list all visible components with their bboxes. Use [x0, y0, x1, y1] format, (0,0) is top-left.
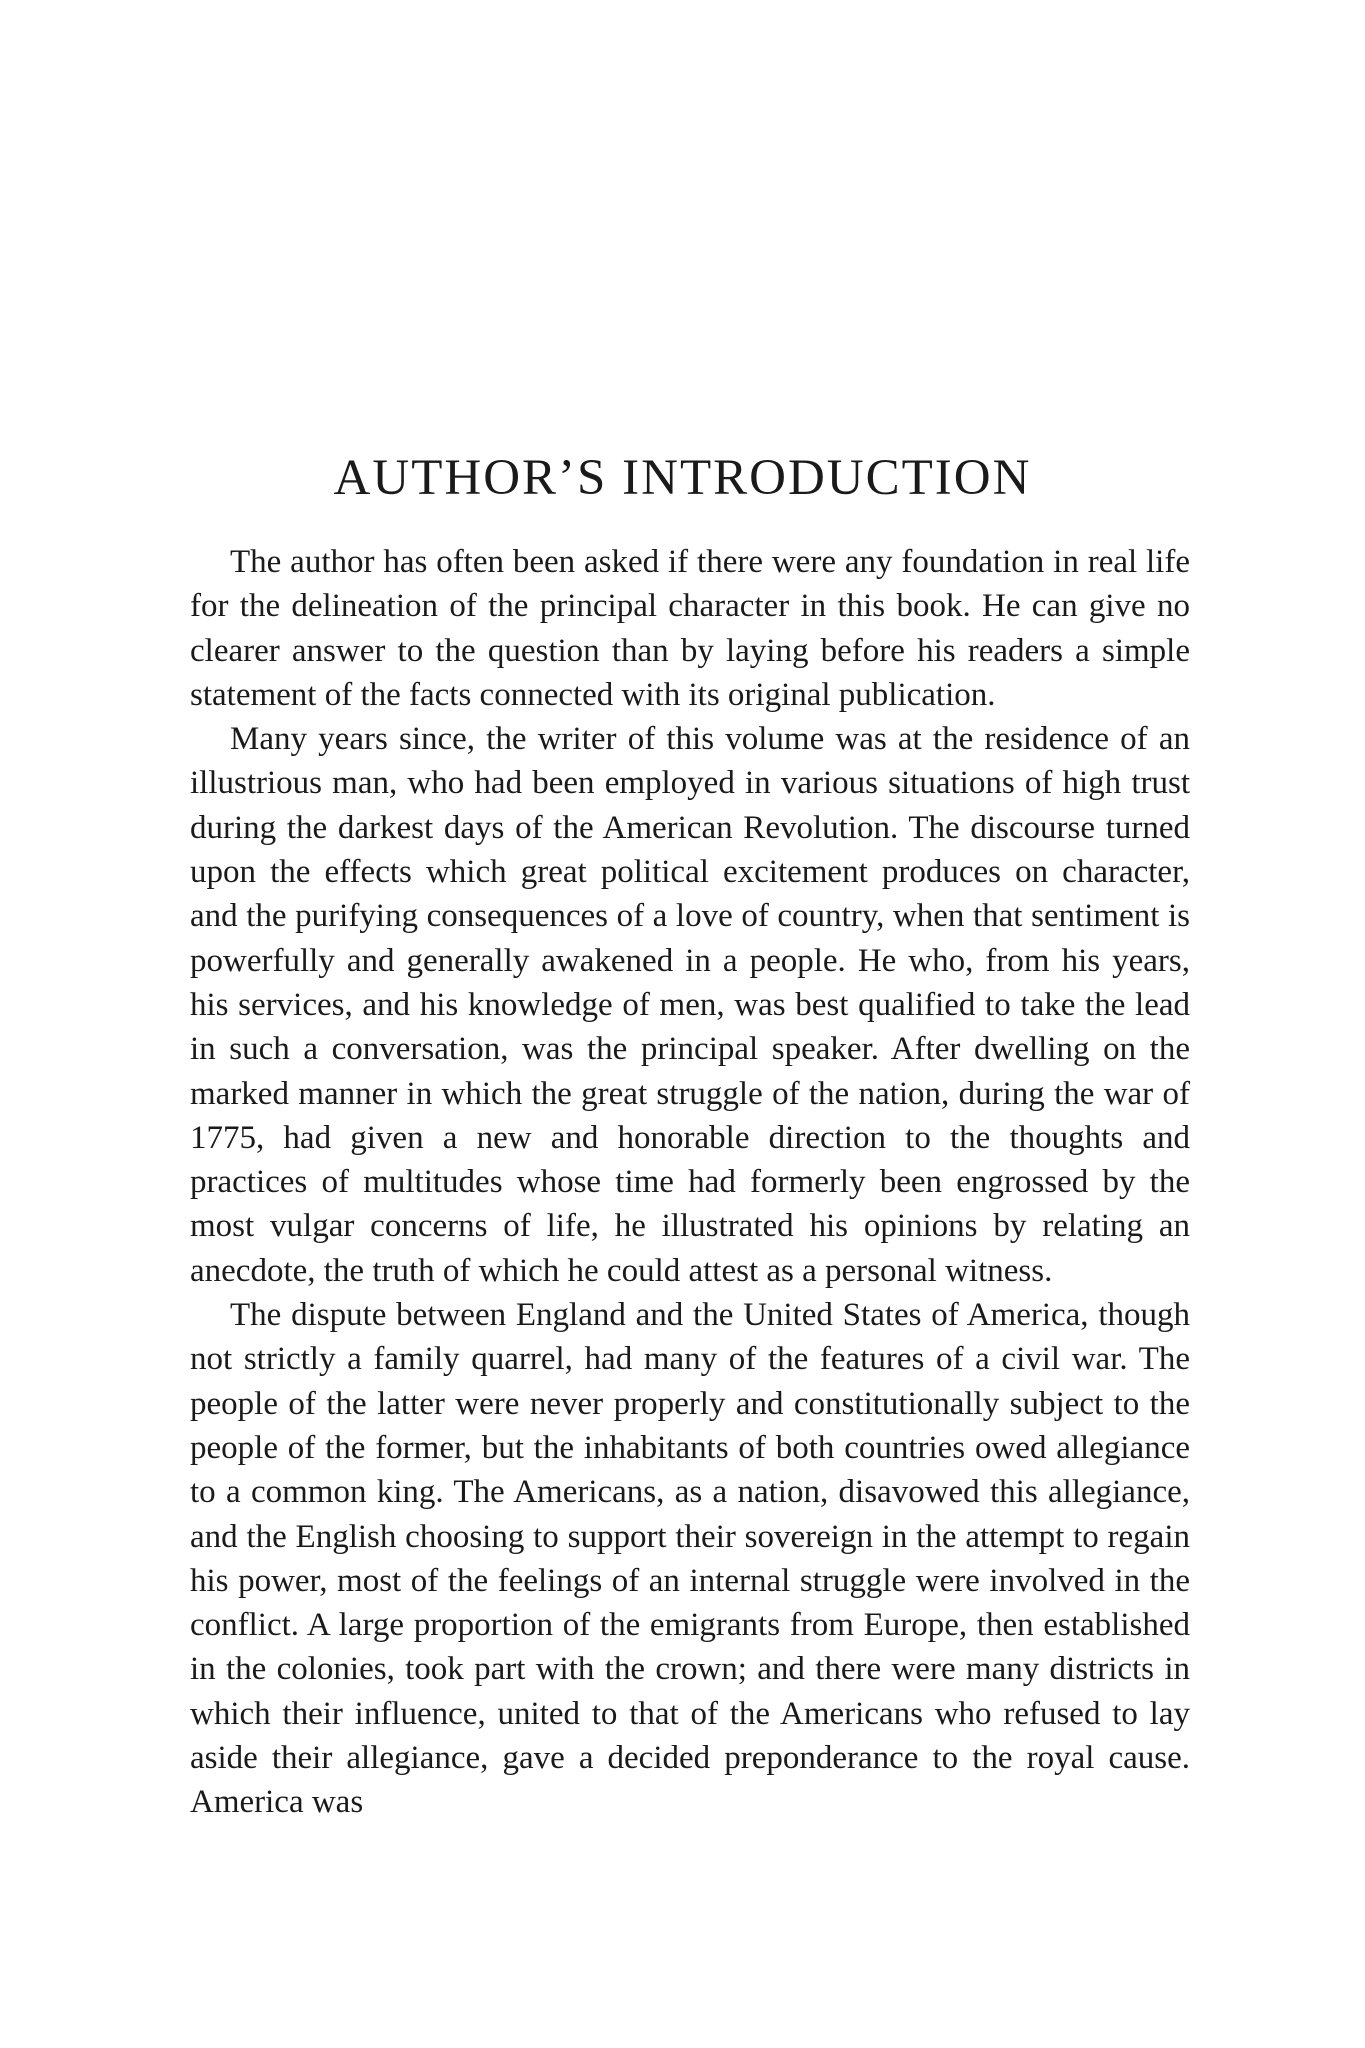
chapter-title: AUTHOR’S INTRODUCTION — [333, 450, 1032, 506]
body-text — [190, 540, 1190, 1825]
paragraph-2: Many years since, the writer of this volume was at the residence of an illustrious man, who had been employed in various situations of high trust during the darkest days of the American Revolution. The discourse turned upon the effects which great political excitement produces on character, and the purifying consequences of a love of country, when that sentiment is powerfully and generally awakened in a people. He who, from his years, his services, and his knowledge of men, was best qualified to take the lead in such a conversation, was the principal speaker. After dwelling on the marked manner in which the great struggle of the nation, during the war of 1775, had given a new and honorable direction to the thoughts and practices of multitudes whose time had formerly been engrossed by the most vulgar concerns of life, he illustrated his opinions by relating an anecdote, the truth of which he could attest as a personal witness. — [190, 721, 1190, 1289]
paragraph-3: The dispute between England and the United States of America, though not strictly a family quarrel, had many of the features of a civil war. The people of the latter were never properly and constitutionally subject to the people of the former, but the inhabitants of both countries owed allegiance to a common king. The Americans, as a nation, disavowed this allegiance, and the English choosing to support their sovereign in the attempt to regain his power, most of the feelings of an internal struggle were involved in the conflict. A large proportion of the emigrants from Europe, then established in the colonies, took part with the crown; and there were many districts in which their influence, united to that of the Americans who refused to lay aside their allegiance, gave a decided preponderance to the royal cause. America was — [190, 1297, 1190, 1821]
paragraph-1: The author has often been asked if there were any foundation in real life for the delineation of the principal character in this book. He can give no clearer answer to the question than by laying before his readers a simple statement of the facts connected with its original publication. — [190, 544, 1190, 713]
